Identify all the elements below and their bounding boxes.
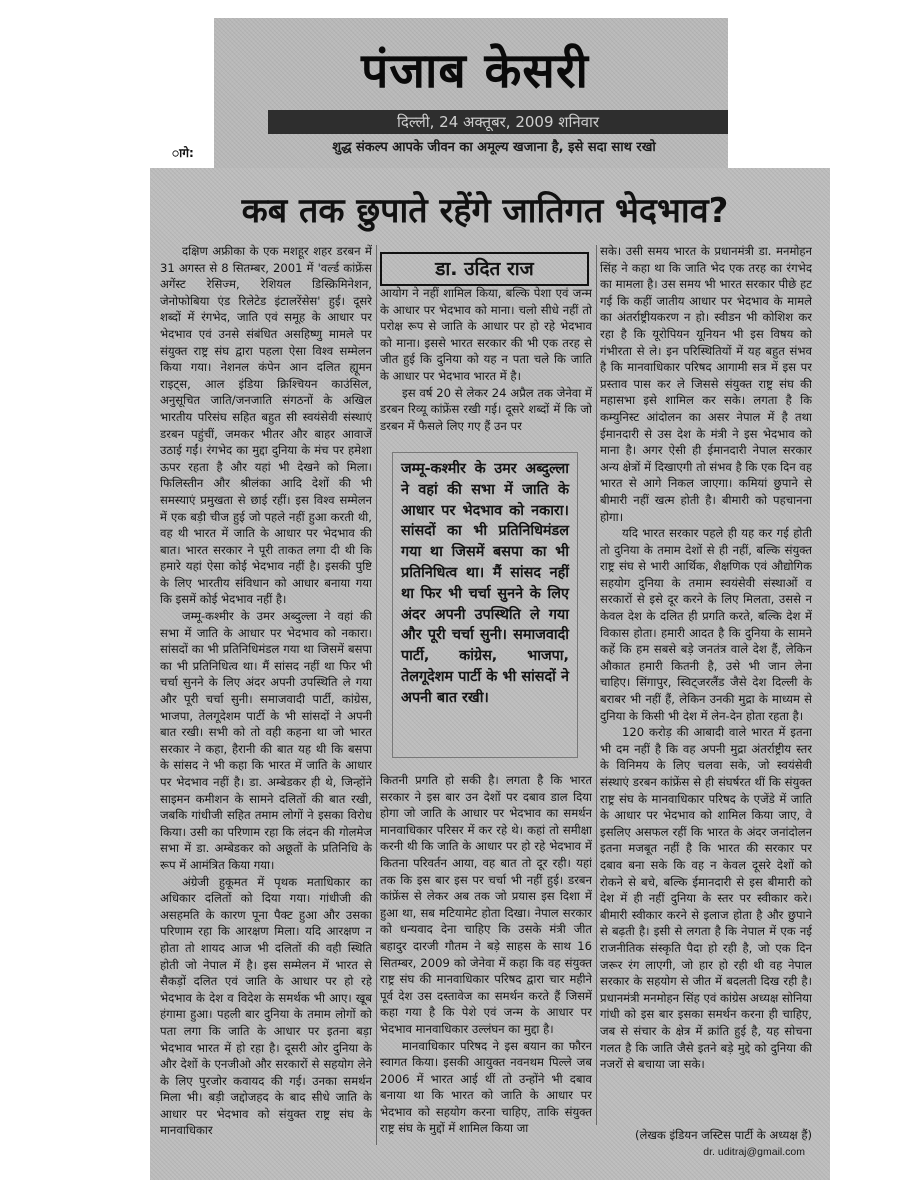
article-column-2-top	[380, 285, 592, 450]
article-title: कब तक छुपाते रहेंगे जातिगत भेदभाव?	[241, 191, 729, 231]
article-column-3	[600, 243, 812, 1123]
author-byline: डा. उदित राज	[380, 252, 589, 286]
column-divider	[596, 245, 597, 1125]
cut-off-text: ागे:	[172, 146, 194, 160]
paragraph: 120 करोड़ की आबादी वाले भारत में इतना भी दम नहीं है कि वह अपनी मुद्रा अंतर्राष्ट्रीय स्तर के विनिमय के लिए चलवा सके, जो स्वयंसेवी संस्थाएं डरबन कांफ्रेंस से ही संघर्षरत थीं कि संयुक्त राष्ट्र संघ के मानवाधिकार परिषद के एजेंडे में जाति के आधार पर भेदभाव को शामिल किया जाए, वे इसलिए असफल रहीं कि भारत के अंदर जनांदोलन इतना मजबूत नहीं है कि भारत की सरकार पर दबाव बना सके कि वह न केवल दूसरे देशों को रोकने से बचे, बल्कि ईमानदारी से इस बीमारी को देश में ही नहीं दुनिया के स्तर पर स्वीकार करे। बीमारी स्वीकार करने से इलाज होता है और छुपाने से बढ़ती है। इसी से लगता है कि नेपाल में एक नई राजनीतिक संस्कृति पैदा हो रही है, जो एक दिन जरूर रंग लाएगी, जो हार हो रही थी वह नेपाल सरकार के सहयोग से जीत में बदलती दिख रही है। प्रधानमंत्री मनमोहन सिंह एवं कांग्रेस अध्यक्ष सोनिया गांधी को इस बार इसका समर्थन करना ही चाहिए, जब से संचार के क्षेत्र में क्रांति हुई है, यह सोचना गलत है कि जाति जैसे इतने बड़े मुद्दे को दुनिया की नजरों से बचाया जा सके।	[600, 725, 812, 1072]
paragraph: इस वर्ष 20 से लेकर 24 अप्रैल तक जेनेवा में डरबन रिव्यू कांफ्रेंस रखी गई। दूसरे शब्दों में कि जो डरबन में फैसले लिए गए हैं उन पर	[380, 385, 592, 433]
tagline: शुद्ध संकल्प आपके जीवन का अमूल्य खजाना है, इसे सदा साथ रखो	[332, 140, 656, 155]
paragraph: यदि भारत सरकार पहले ही यह कर गई होती तो दुनिया के तमाम देशों से ही नहीं, बल्कि संयुक्त राष्ट्र संघ से भारी आर्थिक, शैक्षणिक एवं औद्योगिक सहयोग दुनिया के तमाम स्वयंसेवी संस्थाओं व सरकारों से इसे दूर करने के लिए मिलता, उससे न केवल देश के दलित ही प्रगति करते, बल्कि देश में विकास होता। हमारी आदत है कि दुनिया के सामने कहें कि हम सबसे बड़े जनतंत्र वाले देश हैं, लेकिन औकात हमारी कितनी है, उसे भी जान लेना चाहिए। सिंगापुर, स्विट्जरलैंड जैसे देश दिल्ली के बराबर भी नहीं हैं, लेकिन उनकी मुद्रा के माध्यम से दुनिया के किसी भी देश में लेन-देन होता रहता है।	[600, 526, 812, 723]
article-column-2-bottom	[380, 772, 592, 1142]
pull-quote: जम्मू-कश्मीर के उमर अब्दुल्ला ने वहां की सभा में जाति के आधार पर भेदभाव को नकारा। सांसदों का भी प्रतिनिधिमंडल गया था जिसमें बसपा का भी प्रतिनिधित्व था। मैं सांसद नहीं था फिर भी चर्चा सुनने के लिए अंदर अपनी उपस्थिति ले गया और पूरी चर्चा सुनी। समाजवादी पार्टी, कांग्रेस, भाजपा, तेलगूदेशम पार्टी के भी सांसदों ने अपनी बात रखी।	[392, 452, 578, 758]
paragraph: दक्षिण अफ्रीका के एक मशहूर शहर डरबन में 31 अगस्त से 8 सितम्बर, 2001 में 'वर्ल्ड कांफ्रेंस अगेंस्ट रेसिज्म, रेशियल डिस्क्रिमिनेशन, जेनोफोबिया एंड रिलेटेड इंटालरेंसेस' हुई। दूसरे शब्दों में रंगभेद, जाति एवं समूह के आधार पर भेदभाव एवं उनसे संबंधित असहिष्णु मामले पर संयुक्त राष्ट्र संघ द्वारा पहला ऐसा विश्व सम्मेलन किया गया। नेशनल कंपेन आन दलित ह्यूमन राइट्स, आल इंडिया क्रिश्चियन काउंसिल, अनुसूचित जाति/जनजाति संगठनों के अखिल भारतीय परिसंघ सहित बहुत सी स्वयंसेवी संस्थाएं डरबन पहुंचीं, जमकर भीतर और बाहर आवाजें उठाई गईं। रंगभेद का मुद्दा दुनिया के मंच पर हमेशा ऊपर रहता है और यहां भी देखने को मिला। फिलिस्तीन और श्रीलंका आदि देशों की भी समस्याएं प्रमुखता से छाई रहीं। इस विश्व सम्मेलन में एक बड़ी चीज हुई जो पहले नहीं हुआ करती थी, वह थी भारत में जाति के आधार पर भेदभाव की बात। भारत सरकार ने पूरी ताकत लगा दी थी कि हमारे यहां ऐसा कोई भेदभाव नहीं है। इसकी पुष्टि के लिए भारतीय संविधान को आधार बनाया गया कि इसमें कोई भेदभाव नहीं है।	[160, 244, 372, 607]
newspaper-name: पंजाब केसरी	[361, 43, 589, 99]
paragraph: सके। उसी समय भारत के प्रधानमंत्री डा. मनमोहन सिंह ने कहा था कि जाति भेद एक तरह का रंगभेद का मामला है। उस समय भी भारत सरकार पीछे हट गई कि कहीं जातीय आधार पर भेदभाव के मामले का अंतर्राष्ट्रीयकरण न हो। स्वीडन भी कोशिश कर रहा है कि यूरोपियन यूनियन भी इस विषय को गंभीरता से ले। इन परिस्थितियों में यह बहुत संभव है कि मानवाधिकार परिषद आगामी सत्र में इस पर प्रस्ताव पास कर ले जिससे संयुक्त राष्ट्र संघ की महासभा इसे शामिल कर सके। लगता है कि कम्युनिस्ट आंदोलन का असर नेपाल में है तथा ईमानदारी से उस देश के मंत्री ने इस भेदभाव को माना है। अगर ऐसी ही ईमानदारी नेपाल सरकार अन्य क्षेत्रों में दिखाएगी तो संभव है कि एक दिन वह भारत से आगे निकल जाएगा। कमियां छुपाने से बीमारी नहीं खत्म होती है। बीमारी को पहचानना होगा।	[600, 244, 812, 524]
paragraph: अंग्रेजी हुकूमत में पृथक मताधिकार का अधिकार दलितों को दिया गया। गांधीजी की असहमति के कारण पूना पैक्ट हुआ और उसका परिणाम रहा कि आरक्षण मिला। यदि आरक्षण न होता तो शायद आज भी दलितों की वही स्थिति होती जो नेपाल में है। इस सम्मेलन में भारत से सैकड़ों दलित एवं जाति के आधार पर हो रहे भेदभाव के देश व विदेश के समर्थक भी आए। खूब हंगामा हुआ। पहली बार दुनिया के तमाम लोगों को पता लगा कि जाति के आधार पर इतना बड़ा भेदभाव भारत में हो रहा है। दूसरी ओर दुनिया के और देशों के एनजीओ और सरकारों से सहयोग लेने के लिए पुरजोर कवायद की गई। उनका समर्थन मिला भी। बड़ी जद्दोजहद के बाद सीधे जाति के आधार पर भेदभाव को संयुक्त राष्ट्र संघ के मानवाधिकार	[160, 874, 372, 1138]
column-divider	[376, 245, 377, 1145]
paragraph: जम्मू-कश्मीर के उमर अब्दुल्ला ने वहां की सभा में जाति के आधार पर भेदभाव को नकारा। सांसदों का भी प्रतिनिधिमंडल गया था जिसमें बसपा का भी प्रतिनिधित्व था। मैं सांसद नहीं था फिर भी चर्चा सुनने के लिए अंदर अपनी उपस्थिति ले गया और पूरी चर्चा सुनी। समाजवादी पार्टी, कांग्रेस, भाजपा, तेलगूदेशम पार्टी के भी सांसदों ने अपनी बात रखी। सभी को तो वही कहना था जो भारत सरकार ने कहा, हैरानी की बात यह थी कि बसपा के सांसद ने भी कहा कि भारत में जाति के आधार पर भेदभाव नहीं है। डा. अम्बेडकर ही थे, जिन्होंने साइमन कमीशन के सामने दलितों की बात रखी, जबकि गांधीजी सहित तमाम लोगों ने इसका विरोध किया। उसी का परिणाम रहा कि लंदन की गोलमेज सभा में डा. अम्बेडकर को अछूतों के प्रतिनिधि के रूप में आमंत्रित किया गया।	[160, 609, 372, 872]
dateline: दिल्ली, 24 अक्तूबर, 2009 शनिवार	[268, 110, 728, 134]
article-column-1	[160, 243, 372, 1143]
paragraph: मानवाधिकार परिषद ने इस बयान का फौरन स्वागत किया। इसकी आयुक्त नवनथम पिल्ले जब 2006 में भारत आई थीं तो उन्होंने भी दबाव बनाया था कि भारत को जाति के आधार पर भेदभाव को सहयोग करना चाहिए, ताकि संयुक्त राष्ट्र संघ के मुद्दों में शामिल किया जा	[380, 1038, 592, 1136]
author-note: (लेखक इंडियन जस्टिस पार्टी के अध्यक्ष हैं)	[634, 1128, 812, 1142]
author-email: dr. uditraj@gmail.com	[703, 1146, 805, 1158]
paragraph: कितनी प्रगति हो सकी है। लगता है कि भारत सरकार ने इस बार उन देशों पर दबाव डाल दिया होगा जो जाति के आधार पर भेदभाव का समर्थन मानवाधिकार परिसर में कर रहे थे। कहां तो समीक्षा करनी थी कि जाति के आधार पर हो रहे भेदभाव में कितना परिवर्तन आया, वह बात तो दूर रही। यहां तक कि इस बार इस पर चर्चा भी नहीं हुई। डरबन कांफ्रेंस से लेकर अब तक जो प्रयास इस दिशा में हुआ था, सब मटियामेट होता दिखा। नेपाल सरकार को धन्यवाद देना चाहिए कि उसके मंत्री जीत बहादुर दारजी गौतम ने बड़े साहस के साथ 16 सितम्बर, 2009 को जेनेवा में कहा कि वह संयुक्त राष्ट्र संघ की मानवाधिकार परिषद द्वारा चार महीने पूर्व देश उस दस्तावेज का समर्थन करते हैं जिसमें कहा गया है कि पेशे एवं जन्म के आधार पर भेदभाव मानवाधिकार उल्लंघन का मुद्दा है।	[380, 773, 592, 1036]
paragraph: आयोग ने नहीं शामिल किया, बल्कि पेशा एवं जन्म के आधार पर भेदभाव को माना। चलो सीधे नहीं तो परोक्ष रूप से जाति के आधार पर हो रहे भेदभाव को माना। इससे भारत सरकार की भी एक तरह से जीत हुई कि दुनिया को यह न पता चले कि जाति के आधार पर भेदभाव भारत में है।	[380, 286, 592, 383]
